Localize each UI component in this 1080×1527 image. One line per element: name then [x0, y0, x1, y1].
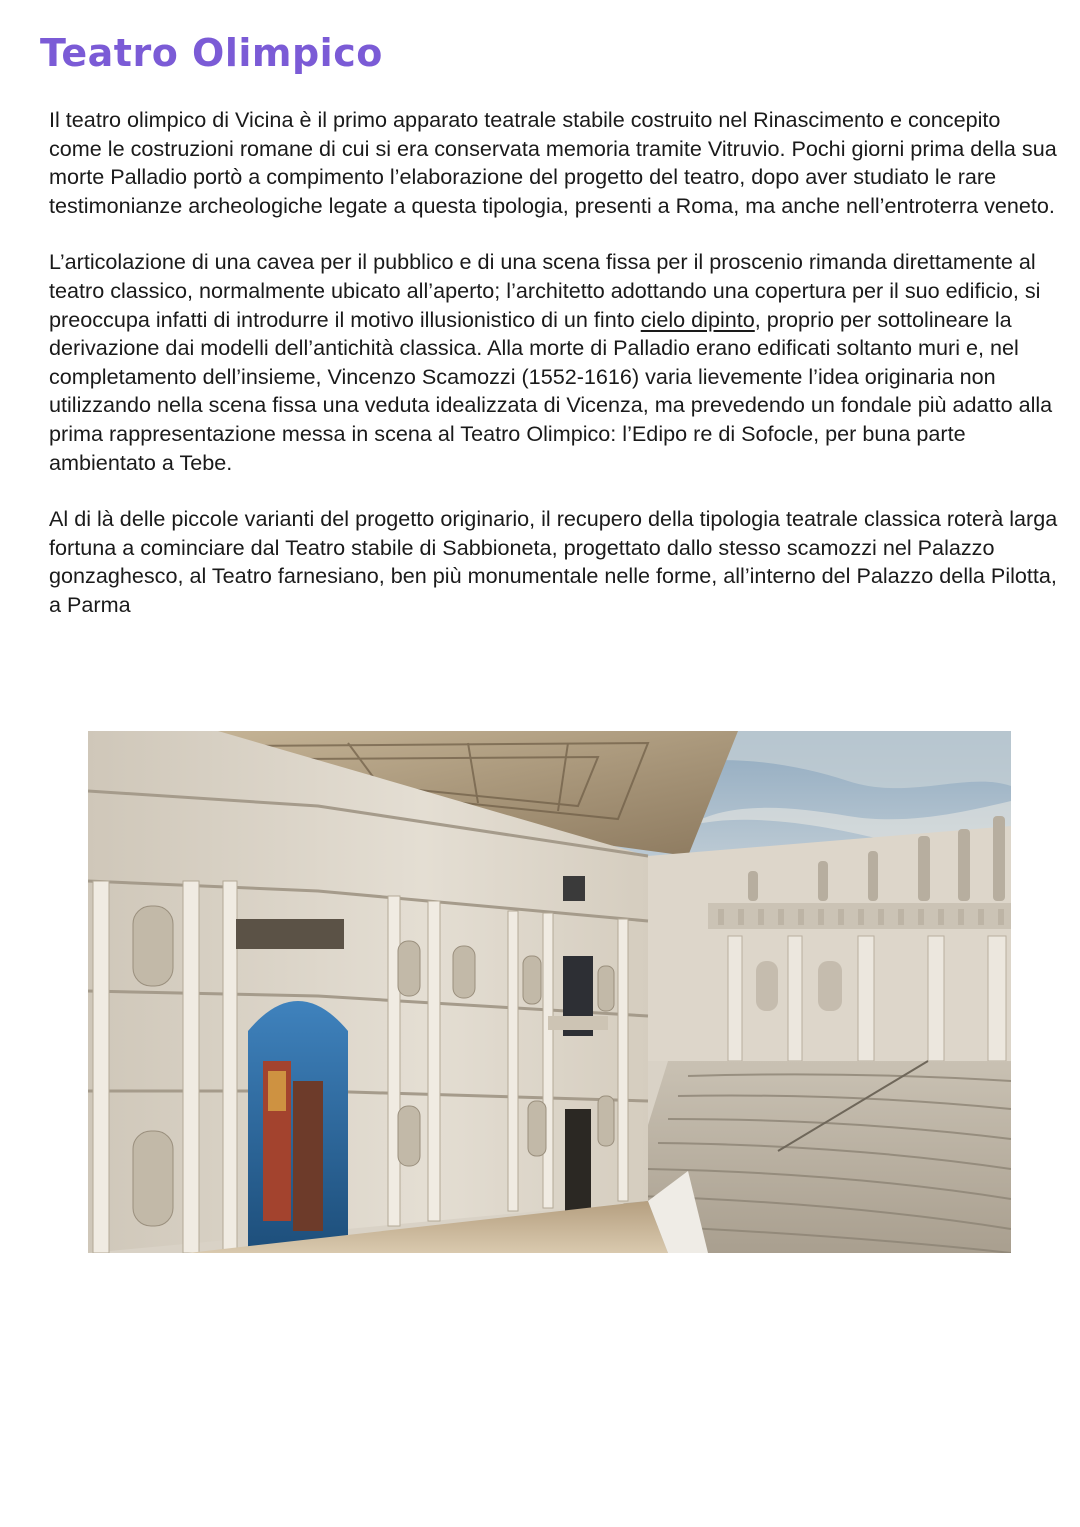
inscription-panel	[236, 919, 344, 949]
teatro-illustration	[88, 731, 1011, 1253]
underlined-phrase: cielo dipinto	[640, 306, 755, 332]
teatro-photo	[88, 731, 1011, 1253]
page-title: Teatro Olimpico	[40, 31, 383, 75]
cavea-wall	[648, 826, 1011, 1061]
body-text	[49, 106, 1059, 648]
paragraph-1: Il teatro olimpico di Vicina è il primo apparato teatrale stabile costruito nel Rinascimento e concepito come le costruzioni romane di cui si era conservata memoria tramite Vitruvio. Pochi giorni prima della sua morte Palladio portò a compimento l’elaborazione del progetto del teatro, dopo aver studiato le rare testimonianze archeologiche legate a questa tipologia, presenti a Roma, ma anche nell’entroterra veneto.	[49, 107, 1057, 218]
side-doorway	[565, 1109, 591, 1214]
paragraph-2-start: L’articolazione di una cavea per il pubblico e di una scena fissa per il proscenio rimanda direttamente al teatro classico, normalmente ubicato all’aperto; l’architetto adottando una copertura per il suo edificio, si preoccupa infatti di introdurre il motivo illusionistico di un finto	[49, 249, 1041, 332]
paragraph-3: Al di là delle piccole varianti del progetto originario, il recupero della tipologia teatrale classica roterà larga fortuna a cominciare dal Teatro stabile di Sabbioneta, progettato dallo stesso scamozzi nel Palazzo gonzaghesco, al Teatro farnesiano, ben più monumentale nelle forme, all’interno del Palazzo della Pilotta, a Parma	[49, 506, 1058, 617]
paragraph-2	[49, 248, 1059, 477]
paragraph-2-end: , proprio per sottolineare la derivazione dai modelli dell’antichità classica. Alla morte di Palladio erano edificati soltanto muri e, nel completamento dell’insieme, Vincenzo Scamozzi (1552-1616) varia lievemente l’idea originaria non utilizzando nella scena fissa una veduta idealizzata di Vicenza, ma prevedendo un fondale più adatto alla prima rappresentazione messa in scena al Teatro Olimpico: l’Edipo re di Sofocle, per buna parte ambientato a Tebe.	[49, 306, 1053, 475]
